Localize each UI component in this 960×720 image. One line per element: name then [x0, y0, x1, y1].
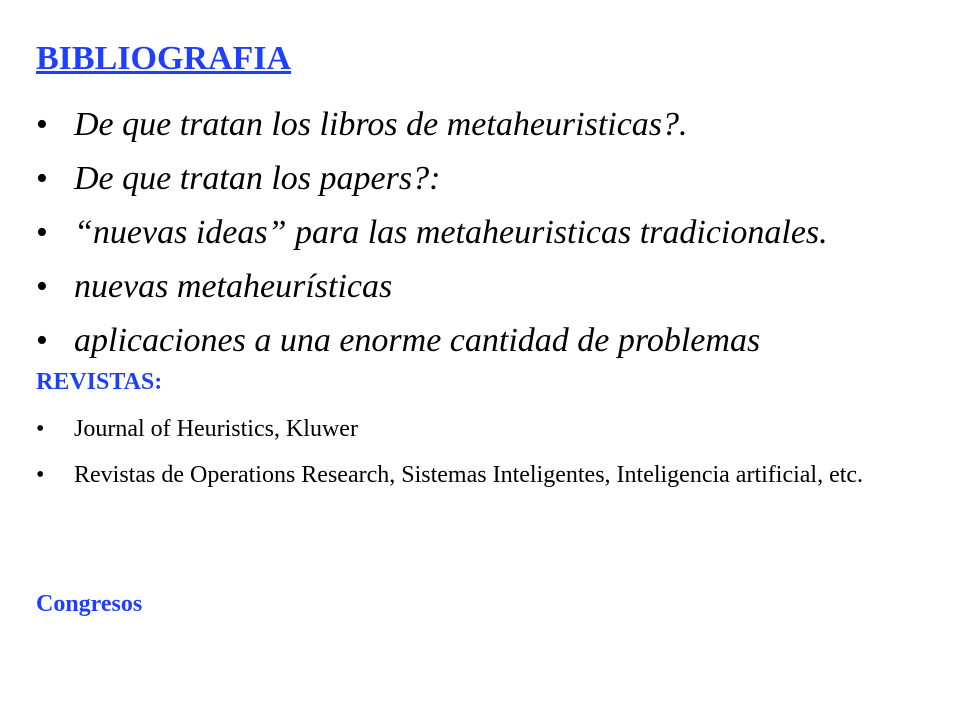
main-bullet-item [36, 98, 828, 152]
bullet-marker: • [36, 214, 48, 251]
revistas-heading: REVISTAS: [36, 369, 163, 395]
main-bullet-text: nuevas metaheurísticas [74, 268, 393, 305]
main-bullet-item [36, 206, 828, 260]
main-bullet-item [36, 260, 828, 314]
main-bullet-list [36, 98, 828, 368]
congresos-heading: Congresos [36, 591, 143, 617]
main-bullet-text: “nuevas ideas” para las metaheuristicas tradicionales. [74, 214, 828, 251]
main-bullet-text: De que tratan los papers?: [74, 160, 441, 197]
revistas-item [36, 414, 896, 444]
bullet-marker: • [36, 106, 48, 143]
bullet-marker: • [36, 416, 45, 442]
main-bullet-item [36, 314, 828, 368]
revistas-item-text: Revistas de Operations Research, Sistemas Inteligentes, Inteligencia artificial, etc. [74, 462, 864, 488]
main-bullet-text: aplicaciones a una enorme cantidad de problemas [74, 322, 761, 359]
bullet-marker: • [36, 160, 48, 197]
bullet-marker: • [36, 322, 48, 359]
main-bullet-text: De que tratan los libros de metaheuristicas?. [74, 106, 688, 143]
slide-title: BIBLIOGRAFIA [36, 40, 292, 77]
revistas-list [36, 414, 896, 506]
revistas-item [36, 460, 896, 490]
bullet-marker: • [36, 462, 45, 488]
main-bullet-item [36, 152, 828, 206]
bullet-marker: • [36, 268, 48, 305]
revistas-item-text: Journal of Heuristics, Kluwer [74, 416, 358, 442]
